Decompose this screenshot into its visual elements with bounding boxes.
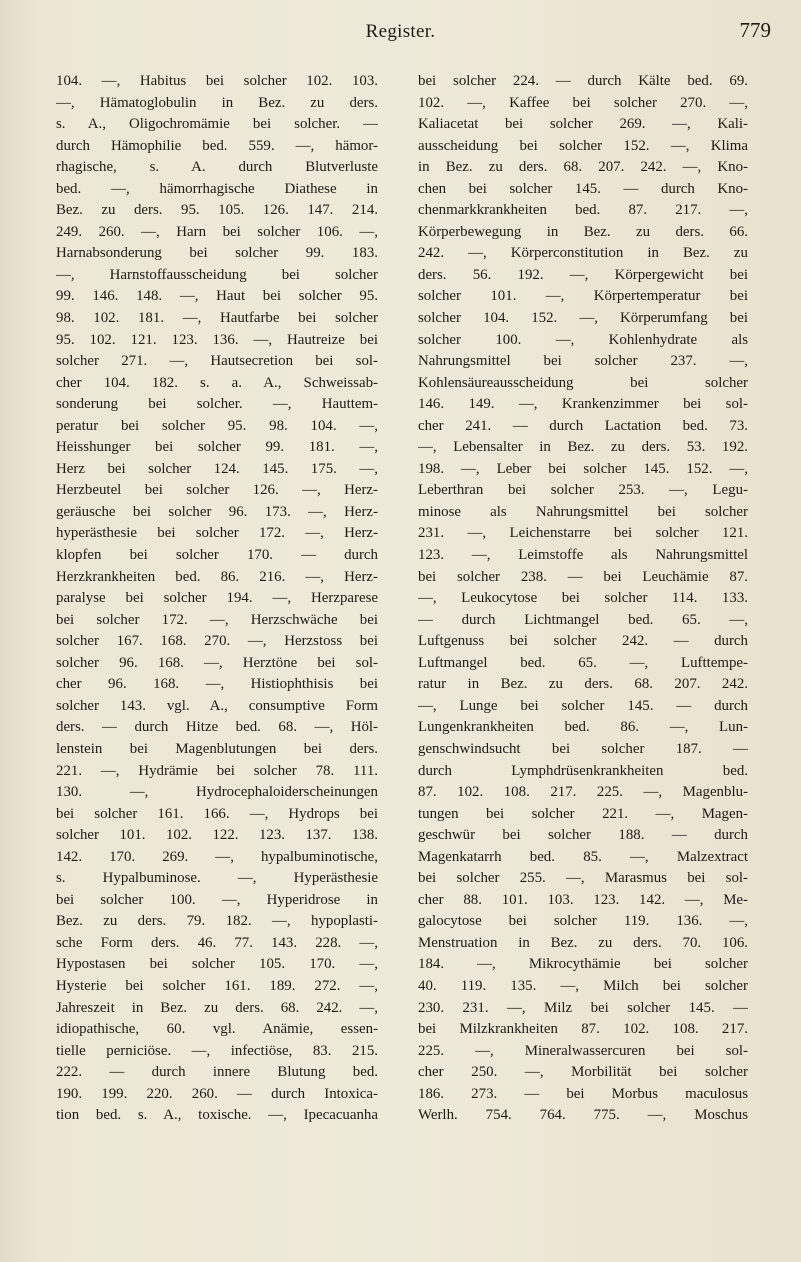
index-line: — durch Lichtmangel bed. 65. —, bbox=[418, 611, 748, 628]
index-line: solcher 271. —, Hautsecretion bei sol- bbox=[56, 353, 378, 370]
index-line: solcher 101. —, Körpertemperatur bei bbox=[418, 288, 748, 305]
index-line: chen bei solcher 145. — durch Kno- bbox=[418, 180, 748, 197]
index-line: tion bed. s. A., toxische. —, Ipecacuanha bbox=[56, 1107, 378, 1124]
right-column bbox=[418, 71, 748, 1127]
index-line: ratur in Bez. zu ders. 68. 207. 242. bbox=[418, 676, 748, 693]
index-line: 231. —, Leichenstarre bei solcher 121. bbox=[418, 525, 748, 542]
index-line: 230. 231. —, Milz bei solcher 145. — bbox=[418, 999, 748, 1016]
index-line: s. Hypalbuminose. —, Hyperästhesie bbox=[56, 870, 378, 887]
index-line: cher 96. 168. —, Histiophthisis bei bbox=[56, 676, 378, 693]
index-line: solcher 143. vgl. A., consumptive Form bbox=[56, 697, 378, 714]
index-line: Luftmangel bed. 65. —, Lufttempe- bbox=[418, 654, 748, 671]
index-line: bei solcher 224. — durch Kälte bed. 69. bbox=[418, 73, 748, 89]
index-line: idiopathische, 60. vgl. Anämie, essen- bbox=[56, 1021, 378, 1038]
index-line: Jahreszeit in Bez. zu ders. 68. 242. —, bbox=[56, 999, 378, 1016]
index-line: rhagische, s. A. durch Blutverluste bbox=[56, 159, 378, 176]
index-line: Herzbeutel bei solcher 126. —, Herz- bbox=[56, 482, 378, 499]
index-line: bed. —, hämorrhagische Diathese in bbox=[56, 180, 378, 197]
index-line: Hysterie bei solcher 161. 189. 272. —, bbox=[56, 977, 378, 994]
index-line: klopfen bei solcher 170. — durch bbox=[56, 547, 378, 564]
index-line: Hypostasen bei solcher 105. 170. —, bbox=[56, 956, 378, 973]
running-head: Register. bbox=[365, 21, 436, 42]
index-line: Werlh. 754. 764. 775. —, Moschus bbox=[418, 1107, 748, 1124]
index-line: hyperästhesie bei solcher 172. —, Herz- bbox=[56, 525, 378, 542]
index-line: 142. 170. 269. —, hypalbuminotische, bbox=[56, 848, 378, 865]
index-line: 99. 146. 148. —, Haut bei solcher 95. bbox=[56, 288, 378, 305]
index-line: bei Milzkrankheiten 87. 102. 108. 217. bbox=[418, 1021, 748, 1038]
index-line: 249. 260. —, Harn bei solcher 106. —, bbox=[56, 223, 378, 240]
index-line: 102. —, Kaffee bei solcher 270. —, bbox=[418, 94, 748, 111]
index-line: Menstruation in Bez. zu ders. 70. 106. bbox=[418, 934, 748, 951]
index-line: Luftgenuss bei solcher 242. — durch bbox=[418, 633, 748, 650]
index-line: 186. 273. — bei Morbus maculosus bbox=[418, 1085, 748, 1102]
index-line: 87. 102. 108. 217. 225. —, Magenblu- bbox=[418, 784, 748, 801]
index-line: solcher 167. 168. 270. —, Herzstoss bei bbox=[56, 633, 378, 650]
left-column bbox=[56, 71, 378, 1127]
index-line: 146. 149. —, Krankenzimmer bei sol- bbox=[418, 396, 748, 413]
index-line: sonderung bei solcher. —, Hauttem- bbox=[56, 396, 378, 413]
page-number: 779 bbox=[739, 18, 771, 42]
index-line: paralyse bei solcher 194. —, Herzparese bbox=[56, 590, 378, 607]
index-line: chenmarkkrankheiten bed. 87. 217. —, bbox=[418, 202, 748, 219]
index-line: Körperbewegung in Bez. zu ders. 66. bbox=[418, 223, 748, 240]
index-line: 123. —, Leimstoffe als Nahrungsmittel bbox=[418, 547, 748, 564]
index-line: bei solcher 238. — bei Leuchämie 87. bbox=[418, 568, 748, 585]
index-line: galocytose bei solcher 119. 136. —, bbox=[418, 913, 748, 930]
index-line: bei solcher 255. —, Marasmus bei sol- bbox=[418, 870, 748, 887]
index-line: Kaliacetat bei solcher 269. —, Kali- bbox=[418, 116, 748, 133]
index-line: durch Hämophilie bed. 559. —, hämor- bbox=[56, 137, 378, 154]
index-line: Herzkrankheiten bed. 86. 216. —, Herz- bbox=[56, 568, 378, 585]
index-line: Kohlensäureausscheidung bei solcher bbox=[418, 374, 748, 391]
index-line: Harnabsonderung bei solcher 99. 183. bbox=[56, 245, 378, 262]
index-line: 40. 119. 135. —, Milch bei solcher bbox=[418, 977, 748, 994]
index-line: Leberthran bei solcher 253. —, Legu- bbox=[418, 482, 748, 499]
index-line: 98. 102. 181. —, Hautfarbe bei solcher bbox=[56, 310, 378, 327]
index-line: Bez. zu ders. 79. 182. —, hypoplasti- bbox=[56, 913, 378, 930]
index-line: 190. 199. 220. 260. — durch Intoxica- bbox=[56, 1085, 378, 1102]
index-line: solcher 100. —, Kohlenhydrate als bbox=[418, 331, 748, 348]
index-line: —, Lebensalter in Bez. zu ders. 53. 192. bbox=[418, 439, 748, 456]
index-line: 95. 102. 121. 123. 136. —, Hautreize bei bbox=[56, 331, 378, 348]
index-line: Heisshunger bei solcher 99. 181. —, bbox=[56, 439, 378, 456]
index-line: 225. —, Mineralwassercuren bei sol- bbox=[418, 1042, 748, 1059]
index-line: 184. —, Mikrocythämie bei solcher bbox=[418, 956, 748, 973]
index-line: —, Lunge bei solcher 145. — durch bbox=[418, 697, 748, 714]
index-line: solcher 101. 102. 122. 123. 137. 138. bbox=[56, 827, 378, 844]
index-line: geräusche bei solcher 96. 173. —, Herz- bbox=[56, 503, 378, 520]
index-line: 221. —, Hydrämie bei solcher 78. 111. bbox=[56, 762, 378, 779]
index-line: 198. —, Leber bei solcher 145. 152. —, bbox=[418, 460, 748, 477]
index-line: sche Form ders. 46. 77. 143. 228. —, bbox=[56, 934, 378, 951]
index-line: solcher 96. 168. —, Herztöne bei sol- bbox=[56, 654, 378, 671]
index-line: ders. 56. 192. —, Körpergewicht bei bbox=[418, 266, 748, 283]
index-line: minose als Nahrungsmittel bei solcher bbox=[418, 503, 748, 520]
index-line: geschwür bei solcher 188. — durch bbox=[418, 827, 748, 844]
index-line: Herz bei solcher 124. 145. 175. —, bbox=[56, 460, 378, 477]
index-line: lenstein bei Magenblutungen bei ders. bbox=[56, 740, 378, 757]
index-line: Nahrungsmittel bei solcher 237. —, bbox=[418, 353, 748, 370]
index-line: 104. —, Habitus bei solcher 102. 103. bbox=[56, 73, 378, 89]
index-line: cher 88. 101. 103. 123. 142. —, Me- bbox=[418, 891, 748, 908]
index-line: 130. —, Hydrocephaloiderscheinungen bbox=[56, 784, 378, 801]
index-line: —, Leukocytose bei solcher 114. 133. bbox=[418, 590, 748, 607]
index-line: peratur bei solcher 95. 98. 104. —, bbox=[56, 417, 378, 434]
index-line: Bez. zu ders. 95. 105. 126. 147. 214. bbox=[56, 202, 378, 219]
index-line: bei solcher 100. —, Hyperidrose in bbox=[56, 891, 378, 908]
index-line: cher 104. 182. s. a. A., Schweissab- bbox=[56, 374, 378, 391]
index-line: solcher 104. 152. —, Körperumfang bei bbox=[418, 310, 748, 327]
index-line: bei solcher 161. 166. —, Hydrops bei bbox=[56, 805, 378, 822]
index-line: genschwindsucht bei solcher 187. — bbox=[418, 740, 748, 757]
index-line: bei solcher 172. —, Herzschwäche bei bbox=[56, 611, 378, 628]
index-line: —, Hämatoglobulin in Bez. zu ders. bbox=[56, 94, 378, 111]
index-line: ausscheidung bei solcher 152. —, Klima bbox=[418, 137, 748, 154]
index-line: s. A., Oligochromämie bei solcher. — bbox=[56, 116, 378, 133]
index-line: 242. —, Körperconstitution in Bez. zu bbox=[418, 245, 748, 262]
index-line: cher 250. —, Morbilität bei solcher bbox=[418, 1064, 748, 1081]
index-line: —, Harnstoffausscheidung bei solcher bbox=[56, 266, 378, 283]
index-line: tungen bei solcher 221. —, Magen- bbox=[418, 805, 748, 822]
index-line: 222. — durch innere Blutung bed. bbox=[56, 1064, 378, 1081]
index-line: durch Lymphdrüsenkrankheiten bed. bbox=[418, 762, 748, 779]
index-line: cher 241. — durch Lactation bed. 73. bbox=[418, 417, 748, 434]
index-line: Lungenkrankheiten bed. 86. —, Lun- bbox=[418, 719, 748, 736]
index-line: ders. — durch Hitze bed. 68. —, Höl- bbox=[56, 719, 378, 736]
index-line: in Bez. zu ders. 68. 207. 242. —, Kno- bbox=[418, 159, 748, 176]
index-line: Magenkatarrh bed. 85. —, Malzextract bbox=[418, 848, 748, 865]
index-line: tielle perniciöse. —, infectiöse, 83. 215. bbox=[56, 1042, 378, 1059]
